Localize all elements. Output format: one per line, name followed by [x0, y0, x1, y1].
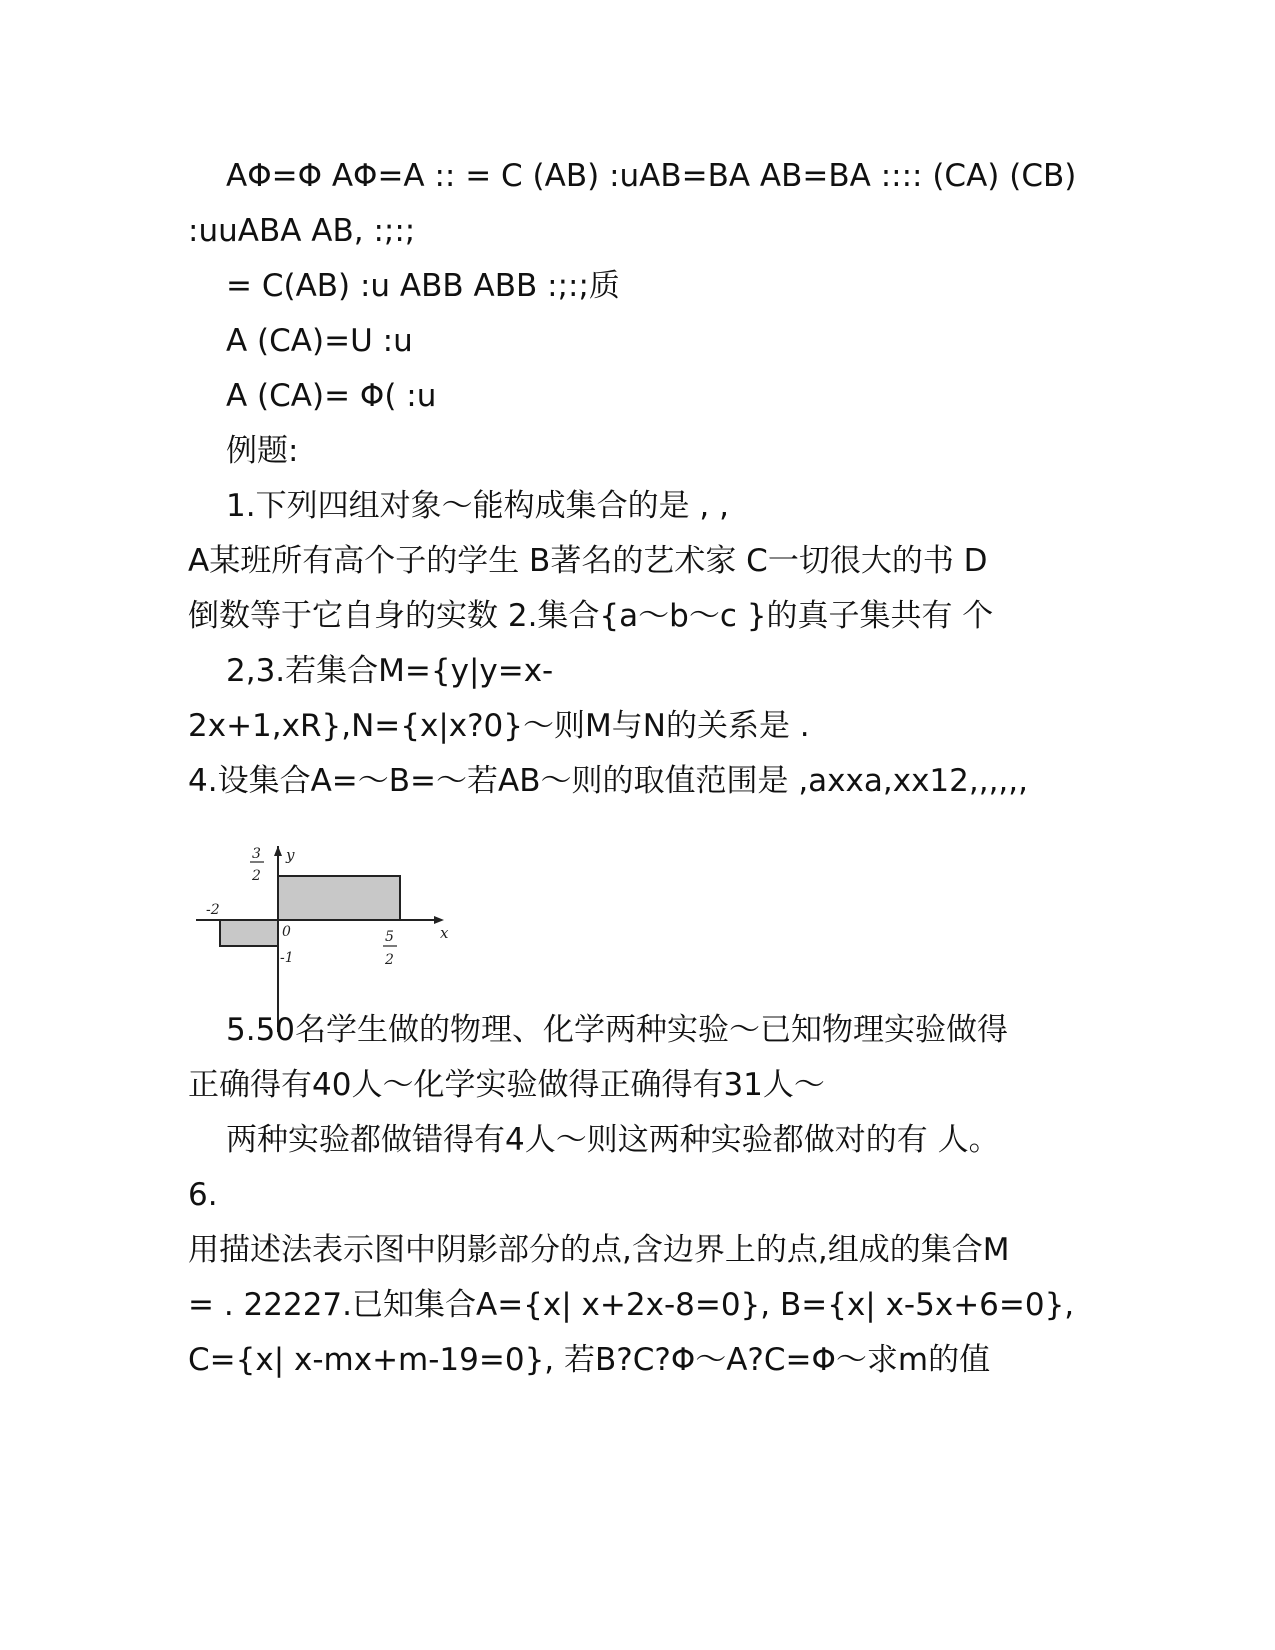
question-1-options: A某班所有高个子的学生 B著名的艺术家 C一切很大的书 D: [188, 543, 988, 579]
text-line-5: A (CA)= Φ( :u: [226, 378, 437, 414]
question-1: 1.下列四组对象～能构成集合的是 , ,: [226, 488, 729, 524]
frac-y-denominator: 2: [252, 868, 261, 884]
x-axis-arrow: [434, 916, 444, 924]
question-3-cont: 2x+1,xR},N={x|x?0}～则M与N的关系是 .: [188, 708, 810, 744]
coordinate-diagram: [196, 846, 452, 1036]
question-5: 5.50名学生做的物理、化学两种实验～已知物理实验做得: [226, 1012, 1009, 1048]
label-neg-1: -1: [280, 950, 294, 966]
question-2: 倒数等于它自身的实数 2.集合{a～b～c }的真子集共有 个: [188, 598, 994, 634]
question-3: 2,3.若集合M={y|y=x-: [226, 653, 554, 689]
frac-y-numerator: 3: [252, 846, 261, 862]
text-line-1: AΦ=Φ AΦ=A :: = C (AB) :uAB=BA AB=BA :::: (CA) (CB): [226, 158, 1077, 194]
question-5-cont-2: 两种实验都做错得有4人～则这两种实验都做对的有 人。: [226, 1122, 1000, 1158]
shaded-rect-lower: [220, 920, 278, 946]
text-line-4: A (CA)=U :u: [226, 323, 413, 359]
text-line-2: :uuABA AB, :;:;: [188, 213, 416, 249]
question-7-cont: C={x| x-mx+m-19=0}, 若B?C?Φ～A?C=Φ～求m的值: [188, 1342, 991, 1378]
question-7: = . 22227.已知集合A={x| x+2x-8=0}, B={x| x-5x+6=0},: [188, 1287, 1075, 1323]
origin-label: 0: [282, 924, 291, 940]
frac-x-denominator: 2: [385, 952, 394, 968]
question-4: 4.设集合A=～B=～若AB～则的取值范围是 ,axxa,xx12,,,,,,: [188, 763, 1028, 799]
text-line-3: = C(AB) :u ABB ABB :;:;质: [226, 268, 620, 304]
frac-x-numerator: 5: [385, 929, 394, 945]
y-axis-label: y: [286, 846, 295, 864]
label-neg-2: -2: [206, 902, 220, 918]
question-6: 用描述法表示图中阴影部分的点,含边界上的点,组成的集合M: [188, 1232, 1010, 1268]
shaded-region-figure: [196, 846, 452, 1036]
question-5-cont-1: 正确得有40人～化学实验做得正确得有31人～: [188, 1067, 825, 1103]
y-axis-arrow: [274, 846, 282, 856]
shaded-rect-upper: [278, 876, 400, 920]
question-6-number: 6.: [188, 1177, 218, 1213]
x-axis-label: x: [440, 924, 449, 942]
example-heading: 例题:: [226, 433, 299, 469]
